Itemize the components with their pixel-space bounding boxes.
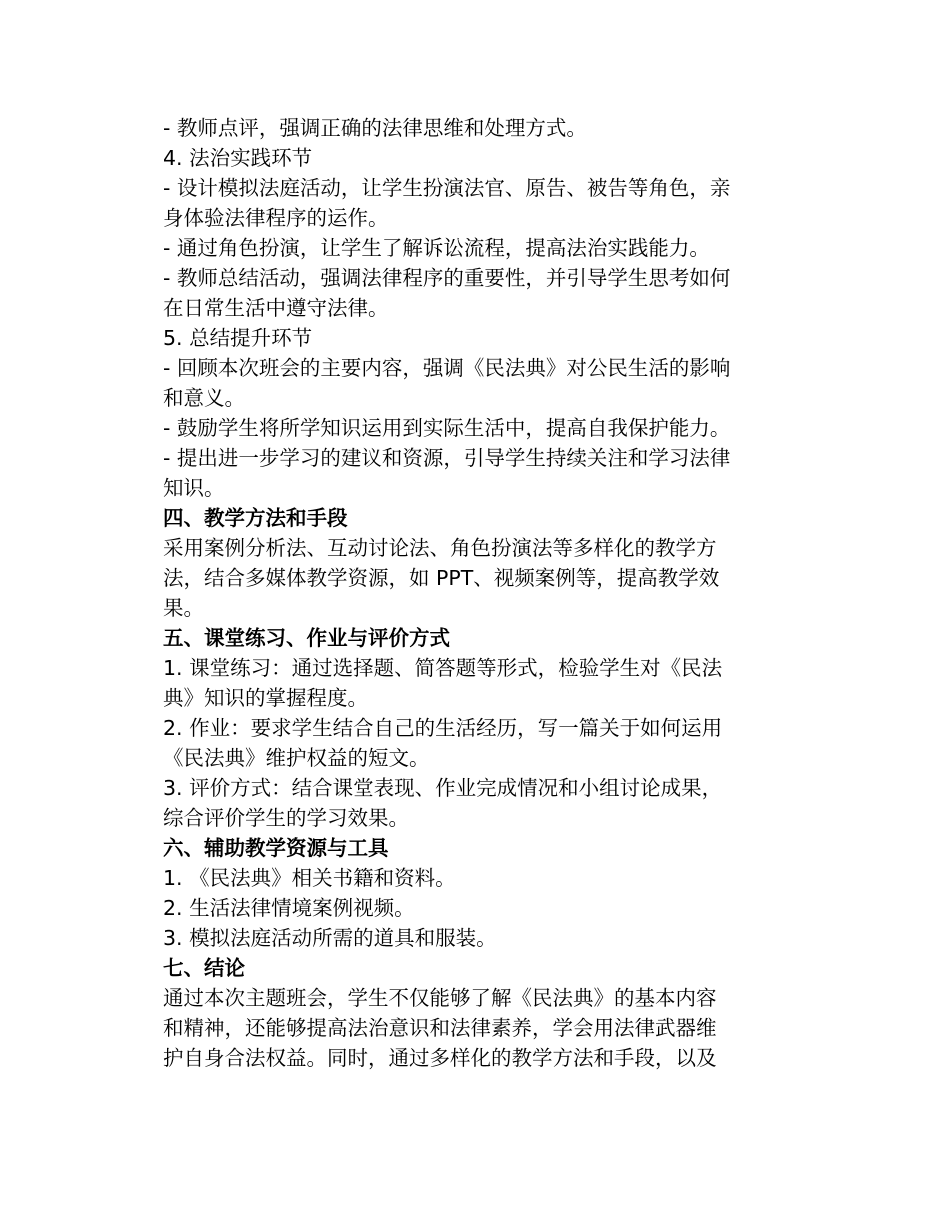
paragraph-line: 通过本次主题班会，学生不仅能够了解《民法典》的基本内容 [163, 986, 717, 1010]
paragraph-line: 典》知识的掌握程度。 [163, 686, 368, 710]
section-heading: 六、辅助教学资源与工具 [163, 836, 389, 860]
paragraph-line: 1. 课堂练习：通过选择题、简答题等形式，检验学生对《民法 [163, 656, 723, 680]
paragraph-line: 采用案例分析法、互动讨论法、角色扮演法等多样化的教学方 [163, 536, 717, 560]
paragraph-line: 2. 作业：要求学生结合自己的生活经历，写一篇关于如何运用 [163, 716, 723, 740]
paragraph-line: 法，结合多媒体教学资源，如 PPT、视频案例等，提高教学效 [163, 566, 720, 590]
paragraph-line: - 教师总结活动，强调法律程序的重要性，并引导学生思考如何 [163, 266, 731, 290]
paragraph-line: 护自身合法权益。同时，通过多样化的教学方法和手段，以及 [163, 1046, 717, 1070]
paragraph-line: - 通过角色扮演，让学生了解诉讼流程，提高法治实践能力。 [163, 236, 710, 260]
paragraph-line: 5. 总结提升环节 [163, 326, 313, 350]
paragraph-line: - 回顾本次班会的主要内容，强调《民法典》对公民生活的影响 [163, 356, 731, 380]
paragraph-line: 和意义。 [163, 386, 245, 410]
section-heading: 七、结论 [163, 956, 245, 980]
paragraph-line: 1. 《民法典》相关书籍和资料。 [163, 866, 456, 890]
paragraph-line: - 教师点评，强调正确的法律思维和处理方式。 [163, 116, 587, 140]
paragraph-line: - 提出进一步学习的建议和资源，引导学生持续关注和学习法律 [163, 446, 731, 470]
paragraph-line: 身体验法律程序的运作。 [163, 206, 389, 230]
section-heading: 四、教学方法和手段 [163, 506, 348, 530]
paragraph-line: 在日常生活中遵守法律。 [163, 296, 389, 320]
paragraph-line: 2. 生活法律情境案例视频。 [163, 896, 415, 920]
paragraph-line: 3. 模拟法庭活动所需的道具和服装。 [163, 926, 497, 950]
paragraph-line: 和精神，还能够提高法治意识和法律素养，学会用法律武器维 [163, 1016, 717, 1040]
paragraph-line: - 设计模拟法庭活动，让学生扮演法官、原告、被告等角色，亲 [163, 176, 731, 200]
section-heading: 五、课堂练习、作业与评价方式 [163, 626, 450, 650]
paragraph-line: 3. 评价方式：结合课堂表现、作业完成情况和小组讨论成果， [163, 776, 723, 800]
paragraph-line: 综合评价学生的学习效果。 [163, 806, 409, 830]
paragraph-line: 果。 [163, 596, 204, 620]
paragraph-line: 《民法典》维护权益的短文。 [163, 746, 430, 770]
paragraph-line: 4. 法治实践环节 [163, 146, 313, 170]
document-page [163, 113, 785, 1073]
paragraph-line: 知识。 [163, 476, 225, 500]
paragraph-line: - 鼓励学生将所学知识运用到实际生活中，提高自我保护能力。 [163, 416, 731, 440]
